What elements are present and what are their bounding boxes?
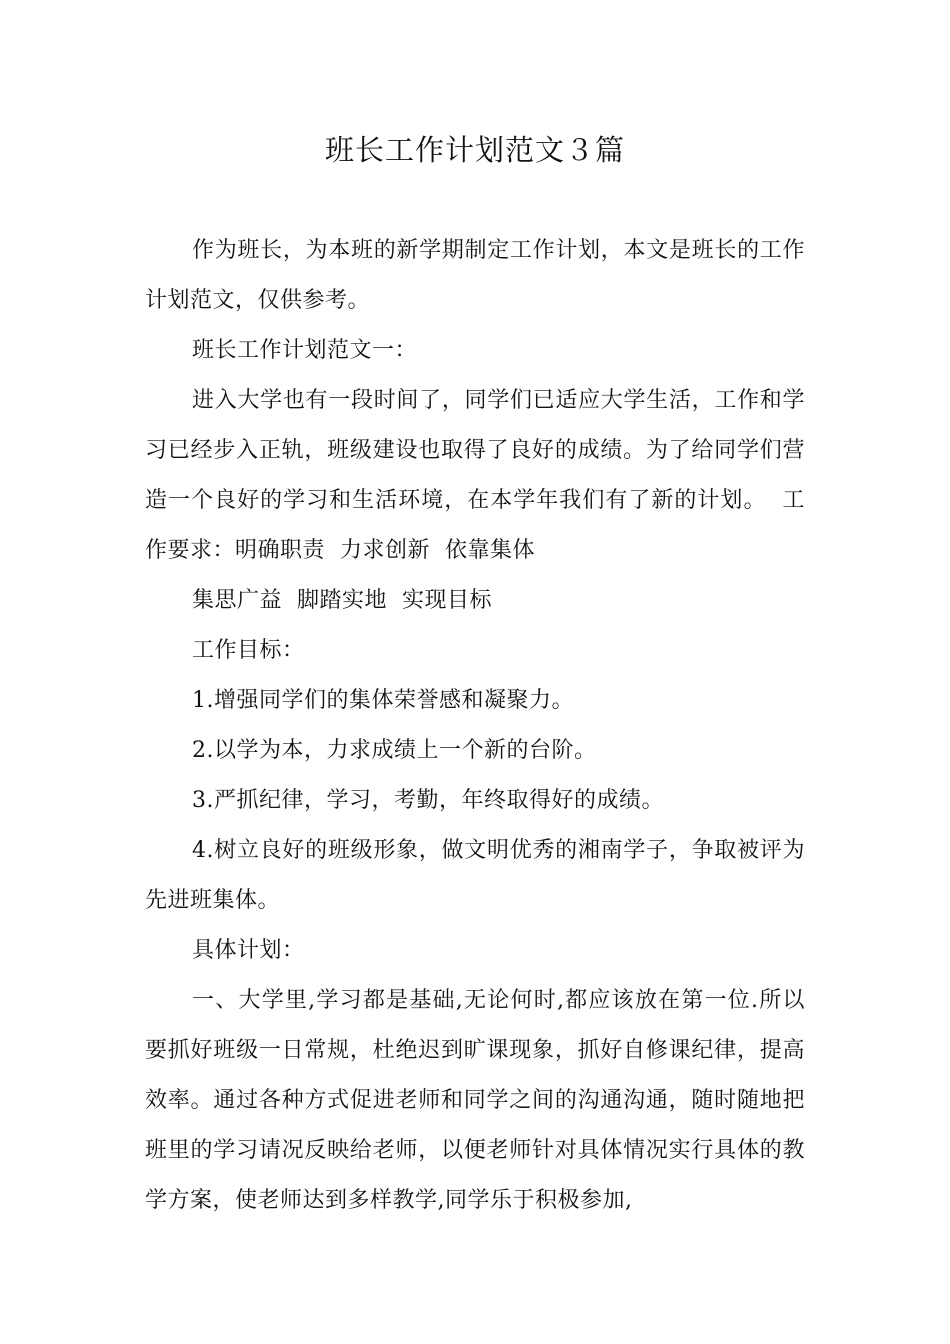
document-title: 班长工作计划范文３篇 [324, 133, 625, 167]
paragraph-section-heading: 班长工作计划范文一： [192, 338, 418, 363]
paragraph-goal-3: 3.严抓纪律，学习，考勤，年终取得好的成绩。 [192, 788, 664, 813]
paragraph-intro: 作为班长，为本班的新学期制定工作计划，本文是班长的工作计划范文，仅供参考。 [145, 238, 805, 313]
paragraph-goal-2: 2.以学为本，力求成绩上一个新的台阶。 [192, 738, 597, 763]
paragraph-goals-heading: 工作目标： [192, 638, 305, 663]
paragraph-plan-1: 一、大学里,学习都是基础,无论何时,都应该放在第一位.所以要抓好班级一日常规，杜绝迟到旷课现象，抓好自修课纪律，提高效率。通过各种方式促进老师和同学之间的沟通沟通，随时随地把班里的学习请况反映给老师，以便老师针对具体情况实行具体的教学方案，使老师达到多样教学,同学乐于积极参加, [145, 988, 805, 1213]
document-body [145, 226, 805, 1226]
paragraph-plan-heading: 具体计划： [192, 938, 305, 963]
paragraph-background: 进入大学也有一段时间了，同学们已适应大学生活，工作和学习已经步入正轨，班级建设也取得了良好的成绩。为了给同学们营造一个良好的学习和生活环境，在本学年我们有了新的计划。 工作要求：明确职责 力求创新 依靠集体 [145, 388, 805, 563]
paragraph-requirements: 集思广益 脚踏实地 实现目标 [192, 588, 492, 613]
paragraph-goal-4: 4.树立良好的班级形象，做文明优秀的湘南学子，争取被评为先进班集体。 [145, 838, 805, 913]
paragraph-goal-1: 1.增强同学们的集体荣誉感和凝聚力。 [192, 688, 574, 713]
